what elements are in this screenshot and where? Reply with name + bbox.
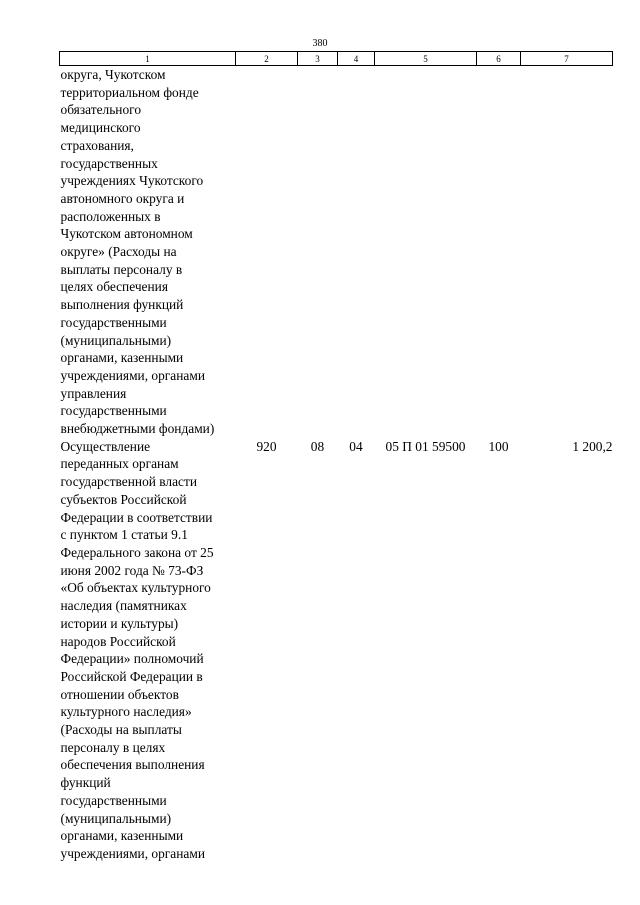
row-subsection: 04 — [349, 438, 363, 454]
column-header-2: 2 — [236, 52, 298, 66]
row-name-line: культурного наследия» — [60, 704, 192, 720]
row-name — [60, 66, 236, 438]
row-name-line: целях обеспечения — [60, 279, 168, 295]
column-number-header — [60, 52, 613, 66]
row-name-line: медицинского — [60, 120, 141, 136]
row-name-line: государственными — [60, 314, 167, 330]
row-name-line: Федерации» полномочий — [60, 651, 204, 667]
row-name — [60, 438, 236, 863]
row-name-line: государственных — [60, 155, 158, 171]
row-code: 920 — [256, 438, 277, 454]
row-name-line: Российской Федерации в — [60, 668, 203, 684]
row-name-line: персоналу в целях — [60, 739, 166, 755]
row-name-line: обязательного — [60, 102, 142, 118]
row-name-line: органами, казенными — [60, 828, 184, 844]
row-target: 05 П 01 59500 — [385, 438, 466, 454]
row-amount — [521, 66, 613, 438]
row-name-line: государственной власти — [60, 474, 198, 490]
row-name-line: с пунктом 1 статьи 9.1 — [60, 527, 188, 543]
row-name-line: территориальном фонде — [60, 84, 199, 100]
table-row — [60, 66, 613, 438]
row-name-line: (муниципальными) — [60, 810, 172, 826]
row-amount: 1 200,2 — [572, 438, 613, 454]
column-header-6: 6 — [477, 52, 521, 66]
row-name-line: внебюджетными фондами) — [60, 421, 215, 437]
row-name-line: наследия (памятниках — [60, 598, 187, 614]
row-name-line: (муниципальными) — [60, 332, 172, 348]
row-name-line: выплаты персоналу в — [60, 261, 183, 277]
row-name-line: органами, казенными — [60, 350, 184, 366]
column-header-7: 7 — [521, 52, 613, 66]
row-section: 08 — [310, 438, 325, 454]
row-name-line: отношении объектов — [60, 686, 179, 702]
column-header-1: 1 — [60, 52, 236, 66]
row-name-line: (Расходы на выплаты — [60, 722, 182, 738]
row-name-line: выполнения функций — [60, 297, 184, 313]
row-name-line: истории и культуры) — [60, 615, 179, 631]
row-subsection — [338, 66, 375, 438]
row-expense-type: 100 — [488, 438, 509, 454]
row-name-line: Осуществление — [60, 438, 151, 454]
row-name-line: учреждениями, органами — [60, 367, 205, 383]
row-name-line: расположенных в — [60, 208, 161, 224]
row-name-line: округе» (Расходы на — [60, 244, 177, 260]
row-code — [236, 66, 298, 438]
row-name-line: народов Российской — [60, 633, 176, 649]
row-name-line: Федерального закона от 25 — [60, 544, 214, 560]
row-name-line: учреждениями, органами — [60, 845, 205, 861]
column-header-3: 3 — [298, 52, 338, 66]
row-name-line: функций — [60, 775, 111, 791]
row-name-line: июня 2002 года № 73-ФЗ — [60, 562, 204, 578]
row-name-line: округа, Чукотском — [60, 67, 166, 82]
row-name-line: Чукотском автономном — [60, 226, 193, 242]
row-name-line: обеспечения выполнения — [60, 757, 205, 773]
row-name-line: субъектов Российской — [60, 491, 187, 507]
table-row — [60, 438, 613, 863]
row-name-line: «Об объектах культурного — [60, 580, 211, 596]
row-section — [298, 66, 338, 438]
row-name-line: страхования, — [60, 137, 134, 153]
row-name-line: переданных органам — [60, 456, 179, 472]
row-name-line: автономного округа и — [60, 190, 185, 206]
budget-table — [59, 51, 613, 863]
row-name-line: государственными — [60, 403, 167, 419]
row-name-line: учреждениях Чукотского — [60, 173, 204, 189]
row-name-line: государственными — [60, 792, 167, 808]
row-name-line: Федерации в соответствии — [60, 509, 213, 525]
row-expense-type — [477, 66, 521, 438]
row-name-line: управления — [60, 385, 127, 401]
column-header-4: 4 — [338, 52, 375, 66]
column-header-5: 5 — [375, 52, 477, 66]
row-target — [375, 66, 477, 438]
page-number: 380 — [312, 38, 328, 49]
